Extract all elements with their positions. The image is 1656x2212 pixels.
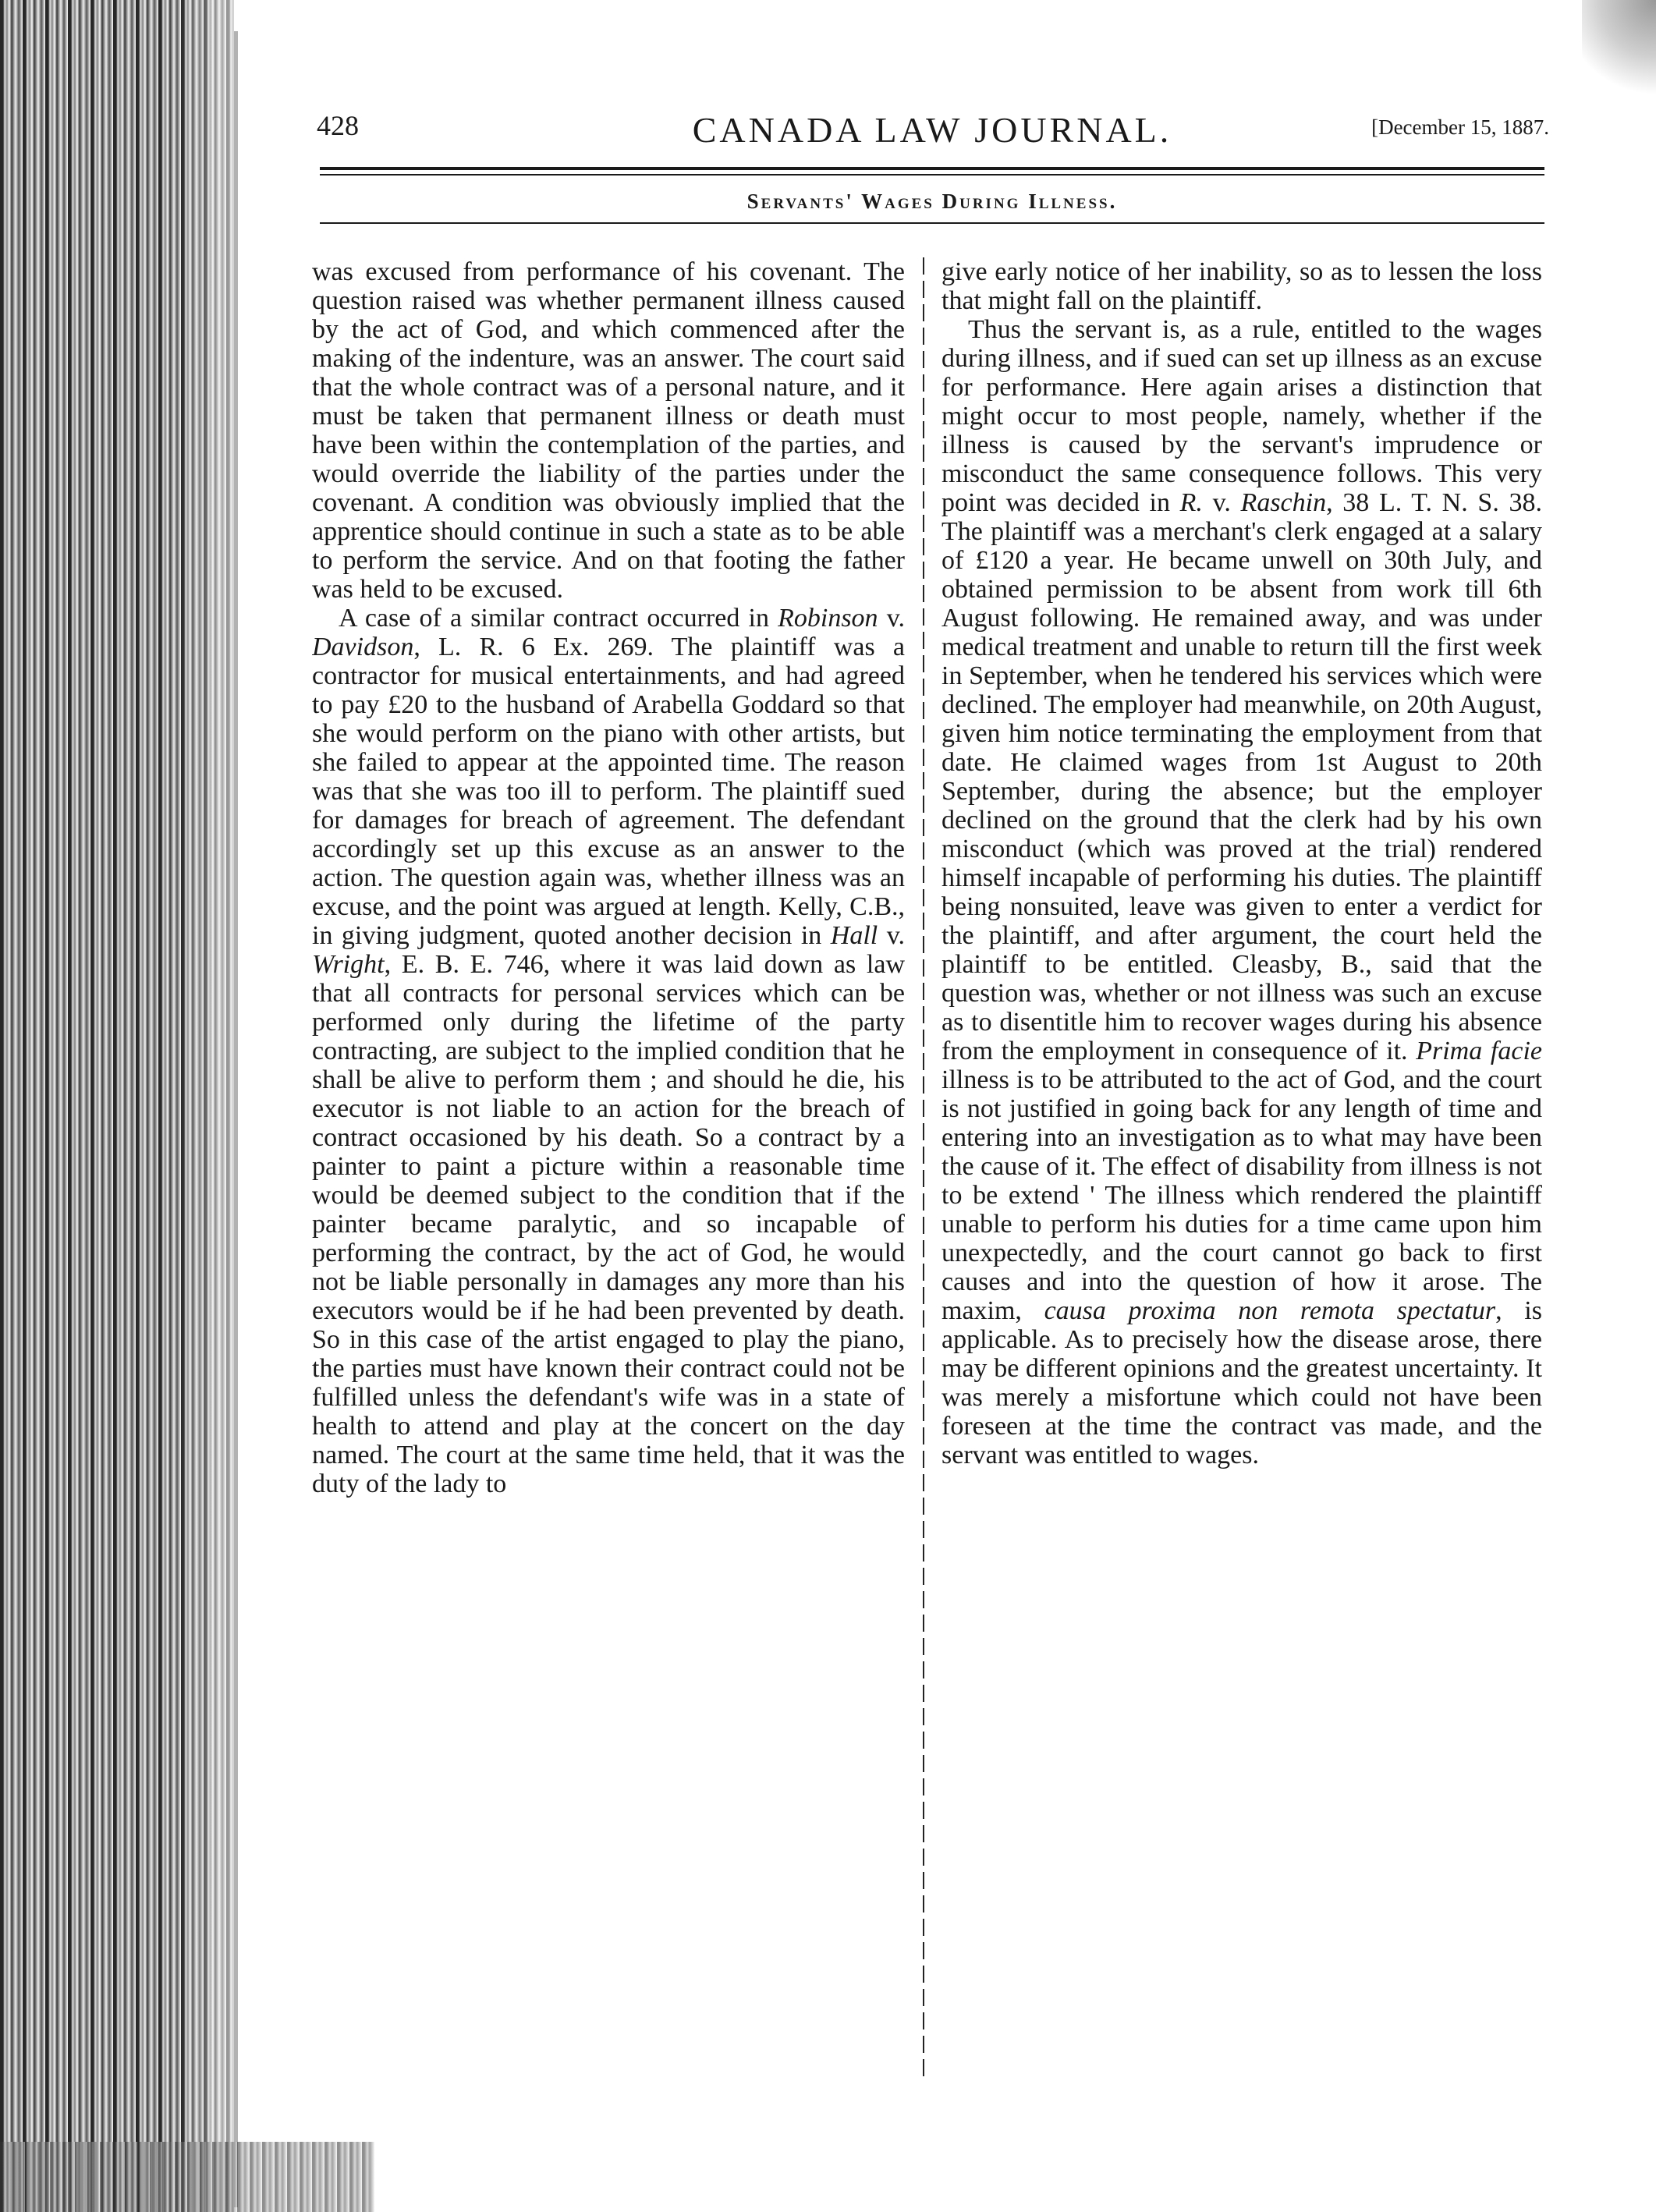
text-run: , E. B. E. 746, where it was laid down as law that all contracts for personal services which can be performed only during the lifetime of the party contracting, are subject to the implied condition that he shall be alive to perform them ; and should he die, his executor is not liable to an action for the breach of contract occasioned by his death. So a contract by a painter to paint a picture within a reasonable time would be deemed subject to the condition that if the painter became paralytic, and so incapable of performing the contract, by the act of God, he would not be liable personally in damages any more than his executors would be if he had been prevented by death. So in this case of the artist engaged to play the piano, the parties must have known their contract could not be fulfilled unless the defendant's wife was in a state of health to attend and play at the concert on the day named. The court at the same time held, that it was the duty of the lady to bbox=[312, 950, 905, 1498]
text-run: A case of a similar contract occurred in bbox=[339, 604, 778, 633]
page-bottom-binding bbox=[0, 2142, 374, 2212]
issue-date: [December 15, 1887. bbox=[1371, 115, 1549, 139]
running-header bbox=[312, 109, 1552, 148]
binding-fade bbox=[179, 0, 273, 2212]
paragraph: was excused from performance of his covenant. The question raised was whether permanent illness caused by the act of God, and which commenced after the making of the indenture, was an answer. The court said that the whole contract was of a personal nature, and it must be taken that permanent illness or death must have been within the contemplation of the parties, and would override the liability of the parties under the covenant. A condition was obviously implied that the apprentice should continue in such a state as to be able to perform the service. And on that footing the father was held to be excused. bbox=[312, 257, 905, 604]
page-corner-smudge bbox=[1582, 0, 1656, 101]
article-heading: Servants' Wages During Illness. bbox=[746, 190, 1118, 213]
latin-phrase: causa proxima non remota spectatur bbox=[1044, 1296, 1496, 1325]
header-rule-thin bbox=[320, 174, 1544, 175]
page-number: 428 bbox=[317, 110, 359, 141]
journal-title: CANADA LAW JOURNAL. bbox=[692, 110, 1172, 150]
heading-rule bbox=[320, 222, 1544, 224]
case-name: Davidson bbox=[312, 633, 414, 661]
latin-phrase: Prima facie bbox=[1416, 1037, 1542, 1065]
text-run: illness is to be attributed to the act of God, and the court is not justified in going back for any length of time and entering into an investigation as to what may have been the cause of it. The effect of disability from illness is not to be extend ' The illness which rendered the plaintiff unable to perform his duties for a time came upon him unexpectedly, and the court cannot go back to first causes and into the question of how it arose. The maxim, bbox=[941, 1065, 1542, 1325]
case-name: R. bbox=[1179, 488, 1203, 517]
case-name: Wright bbox=[312, 950, 385, 979]
text-run: Thus the servant is, as a rule, entitled to the wages during illness, and if sued can set up illness as an excuse for performance. Here again arises a distinction that might occur to most people, namely, whether if the illness is caused by the servant's imprudence or misconduct the same consequence follows. This very point was decided in bbox=[941, 315, 1542, 517]
case-name: Robinson bbox=[778, 604, 878, 633]
header-rule-thick bbox=[320, 167, 1544, 170]
right-text-column bbox=[941, 257, 1542, 2067]
paragraph bbox=[312, 604, 905, 1498]
case-name: Hall bbox=[830, 921, 878, 950]
text-run: v. bbox=[1202, 488, 1241, 517]
paragraph bbox=[941, 315, 1542, 1469]
column-divider bbox=[923, 257, 924, 2083]
text-run: , 38 L. T. N. S. 38. The plaintiff was a merchant's clerk engaged at a salary of £120 a year. He became unwell on 30th July, and obtained permission to be absent from work till 6th August following. He remained away, and was under medical treatment and unable to return till the first week in September, when he tendered his services which were declined. The employer had meanwhile, on 20th August, given him notice terminating the employment from that date. He claimed wages from 1st August to 20th September, during the absence; but the employer declined on the ground that the clerk had by his own misconduct (which was proved at the trial) rendered himself incapable of performing his duties. The plaintiff being nonsuited, leave was given to enter a verdict for the plaintiff, and after argument, the court held the plaintiff to be entitled. Cleasby, B., said that the question was, whether or not illness was such an excuse as to disentitle him to recover wages during his absence from the employment in consequence of it. bbox=[941, 488, 1542, 1065]
text-run: , L. R. 6 Ex. 269. The plaintiff was a contractor for musical entertainments, and had agreed to pay £20 to the husband of Arabella Goddard so that she would perform on the piano with other artists, but she failed to appear at the appointed time. The reason was that she was too ill to perform. The plaintiff sued for damages for breach of agreement. The defendant accordingly set up this excuse as an answer to the action. The question again was, whether illness was an excuse, and the point was argued at length. Kelly, C.B., in giving judgment, quoted another decision in bbox=[312, 633, 905, 950]
paragraph: give early notice of her inability, so as to lessen the loss that might fall on the plaintiff. bbox=[941, 257, 1542, 315]
text-run: v. bbox=[878, 604, 905, 633]
text-run: v. bbox=[878, 921, 905, 950]
case-name: Raschin bbox=[1240, 488, 1327, 517]
left-text-column bbox=[312, 257, 905, 2067]
page-spine-edge bbox=[234, 31, 238, 2207]
text-run: , is applicable. As to precisely how the disease arose, there may be different opinions and the greatest uncertainty. It was merely a misfortune which could not have been foreseen at the time the contract vas made, and the servant was entitled to wages. bbox=[941, 1296, 1542, 1469]
